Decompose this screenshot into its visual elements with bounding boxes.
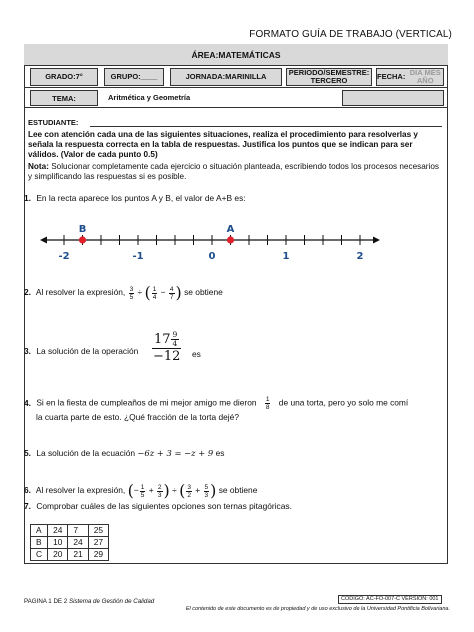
table-cell: 27 xyxy=(88,537,108,549)
table-row xyxy=(31,525,109,537)
option-letter: A xyxy=(31,525,48,537)
paren-open: ( xyxy=(144,283,151,302)
question-number: 1. xyxy=(24,193,31,203)
table-cell: 7 xyxy=(68,525,88,537)
mixed-fraction-operation: 17 $\frac{9}{4}$ −12 xyxy=(152,330,181,364)
point-label-b: B xyxy=(78,224,87,235)
question-number: 6. xyxy=(24,485,31,496)
tema-extra-cell xyxy=(342,90,444,106)
table-cell: 25 xyxy=(88,525,108,537)
fraction-4-7: $\frac{4}{7}$ xyxy=(169,285,174,301)
option-letter: B xyxy=(31,537,48,549)
info-row xyxy=(24,66,448,88)
fraction-1-5: $\frac{1}{5}$ xyxy=(140,483,145,499)
question-text-before: Al resolver la expresión, xyxy=(35,287,126,298)
point-a xyxy=(227,236,234,243)
periodo-cell: PERIODO/SEMESTRE: TERCERO xyxy=(286,68,372,86)
operator: − xyxy=(160,287,166,298)
tick-label: 0 xyxy=(208,251,216,262)
tick-label: 1 xyxy=(282,251,290,262)
number-line xyxy=(40,218,380,266)
footer-page-number: PAGINA 1 DE 2 xyxy=(24,598,68,605)
whole-number: 17 xyxy=(154,332,171,347)
question-number: 3. xyxy=(24,346,31,356)
fraction-1-8: $\frac{1}{8}$ xyxy=(265,396,270,411)
footer-system: Sistema de Gestión de Calidad xyxy=(68,598,155,605)
grupo-cell: GRUPO:____ xyxy=(104,68,164,86)
question-5 xyxy=(24,448,224,459)
tick-label: -2 xyxy=(58,251,70,262)
fraction-1-4: $\frac{1}{4}$ xyxy=(152,285,157,301)
question-3-after: es xyxy=(192,349,201,359)
nota-text: Solucionar completamente cada ejercicio o situación planteada, escribiendo todos los procesos necesarios y simplificando las respuestas si es posible. xyxy=(28,162,439,181)
footer-note: El contenido de este documento es de propiedad y de uso exclusivo de la Universidad Pontificia Bolivariana. xyxy=(185,606,450,612)
point-b xyxy=(79,236,86,243)
question-3 xyxy=(24,346,138,357)
table-cell: 10 xyxy=(48,537,68,549)
question-text-before: Al resolver la expresión, xyxy=(35,485,126,496)
divisor: −12 xyxy=(152,349,181,364)
tema-label: TEMA: xyxy=(30,90,98,106)
question-text: En la recta aparece los puntos A y B, el valor de A+B es: xyxy=(36,193,246,203)
option-letter: C xyxy=(31,549,48,561)
nota xyxy=(28,162,440,182)
question-text-after: se obtiene xyxy=(218,485,258,496)
number-line-labels xyxy=(58,251,363,262)
fecha-cell xyxy=(376,68,444,86)
tema-row xyxy=(24,88,448,108)
estudiante-label: ESTUDIANTE: xyxy=(28,118,79,127)
fraction-5-3: $\frac{5}{3}$ xyxy=(204,483,209,499)
instructions: Lee con atención cada una de las siguientes situaciones, realiza el procedimiento para resolverlas y señala la respuesta correcta en la tabla de respuestas. Justifica los puntos que se indican para ser válidos. (Valor de cada punto 0.5) xyxy=(28,130,418,159)
question-6: 6. Al resolver la expresión, (− $\frac{1}{5}$ + $\frac{2}{3}$ ) ÷ ( $\frac{3}{2}$ + $\frac{5}{3}$ ) se obtiene xyxy=(24,481,258,500)
question-4 xyxy=(24,396,408,411)
tick-label: 2 xyxy=(356,251,364,262)
table-row xyxy=(31,549,109,561)
question-text-before: La solución de la operación xyxy=(36,346,139,356)
question-text-after: es xyxy=(215,448,225,458)
paren-close: ) xyxy=(175,283,182,302)
arrow-right-icon xyxy=(373,237,380,244)
tema-value: Aritmética y Geometría xyxy=(108,93,191,102)
question-2 xyxy=(24,285,223,301)
question-1 xyxy=(24,193,246,204)
footer-code: CODIGO: AC-FO-007-C VERSION: 001 xyxy=(338,595,442,604)
question-text-before: La solución de la ecuación xyxy=(36,448,136,458)
fraction-2-3: $\frac{2}{3}$ xyxy=(157,483,162,499)
tick-label: -1 xyxy=(132,251,144,262)
nota-label: Nota: xyxy=(28,162,49,171)
question-text-after: se obtiene xyxy=(184,287,223,298)
question-number: 2. xyxy=(24,287,31,298)
footer-page xyxy=(24,598,154,605)
terna-table xyxy=(30,524,109,561)
table-cell: 24 xyxy=(48,525,68,537)
fecha-label: FECHA: xyxy=(377,72,406,81)
question-text: Comprobar cuáles de las siguientes opciones son ternas pitagóricas. xyxy=(36,501,292,511)
question-7 xyxy=(24,501,292,512)
question-text-after: de una torta, pero yo solo me comí xyxy=(278,397,409,408)
jornada-cell: JORNADA:MARINILLA xyxy=(170,68,282,86)
table-cell: 21 xyxy=(68,549,88,561)
question-text-before: Si en la fiesta de cumpleaños de mi mejor amigo me dieron xyxy=(36,397,257,408)
table-cell: 24 xyxy=(68,537,88,549)
estudiante-line xyxy=(90,126,442,127)
table-cell: 29 xyxy=(88,549,108,561)
fraction-3-5: $\frac{3}{5}$ xyxy=(129,285,134,301)
question-number: 4. xyxy=(24,397,31,408)
grado-cell: GRADO:7° xyxy=(30,68,98,86)
point-label-a: A xyxy=(226,224,235,235)
question-number: 5. xyxy=(24,448,31,458)
document-title: FORMATO GUÍA DE TRABAJO (VERTICAL) xyxy=(249,29,452,40)
fecha-value: DIA MES AÑO xyxy=(409,68,441,85)
area-row: ÁREA:MATEMÁTICAS xyxy=(24,44,448,66)
arrow-left-icon xyxy=(40,237,47,244)
operator: ÷ xyxy=(137,287,143,298)
table-cell: 20 xyxy=(48,549,68,561)
question-number: 7. xyxy=(24,501,31,511)
equation: −6z + 3 = −z + 9 xyxy=(137,448,214,458)
question-4-line2: la cuarta parte de esto. ¿Qué fracción de la torta dejé? xyxy=(36,412,239,422)
table-row xyxy=(31,537,109,549)
fraction-3-2: $\frac{3}{2}$ xyxy=(187,483,191,499)
